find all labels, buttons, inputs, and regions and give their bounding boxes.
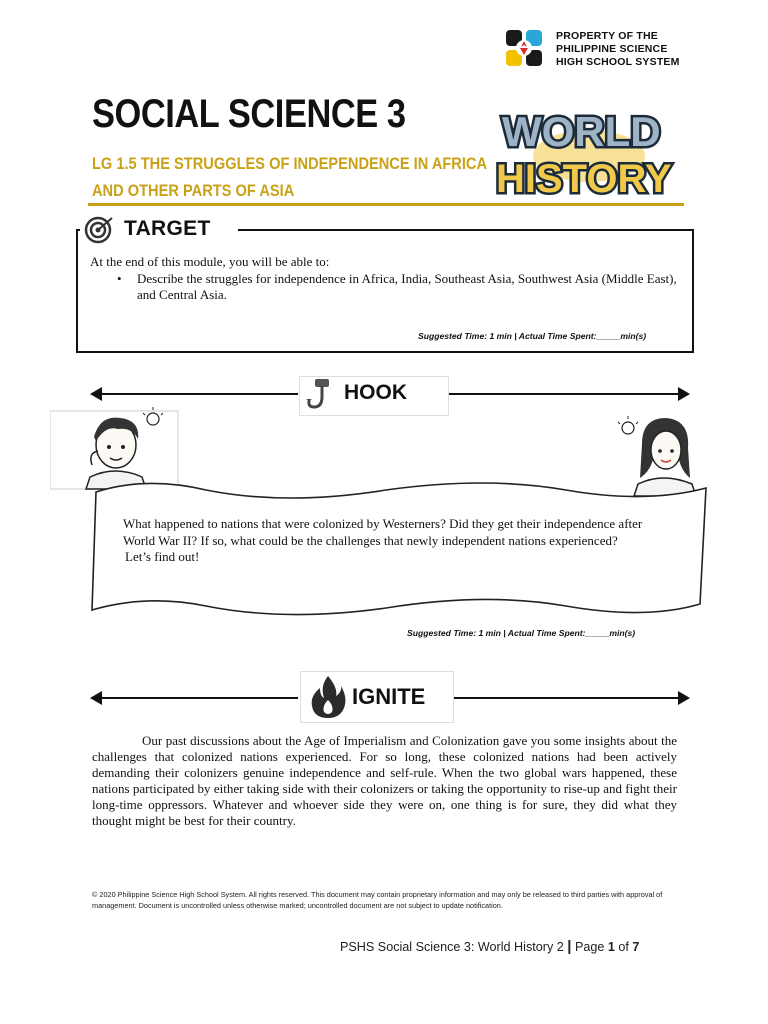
bullet-icon: •: [117, 271, 122, 286]
page-total: 7: [632, 940, 640, 954]
ignite-heading: IGNITE: [352, 684, 426, 709]
pshs-property-label: [556, 30, 680, 69]
ignite-divider-left: [98, 697, 298, 699]
ignite-paragraph-text: Our past discussions about the Age of Imperialism and Colonization gave you some insights about the challenges that colonized nations experienced. For so long, these colonized nations had been actively demanding their colonizers genuine independence and self-rule. When the two global wars happened, these nations participated by either taking side with their colonizers or taking the opportunity to rise-up and fight their long-time oppressors. Whatever and whoever side they were on, one thing is for sure, they did what they thought might be best for their country.: [92, 733, 677, 828]
world-history-logo-line-1: WORLD: [502, 108, 661, 155]
subtitle-line-2: AND OTHER PARTS OF ASIA: [92, 181, 295, 200]
flame-icon: [308, 674, 348, 720]
hook-line-2: World War II? If so, what could be the challenges that newly independent nations experienced?: [123, 532, 618, 548]
page-current: 1: [607, 940, 615, 954]
target-icon: [84, 215, 114, 245]
hook-icon: [304, 377, 340, 413]
pshs-logo-icon: [506, 30, 542, 66]
lightbulb-icon: [618, 416, 638, 434]
hook-suggested-time: Suggested Time: 1 min | Actual Time Spent:_____min(s): [407, 628, 636, 638]
page-word: Page: [574, 940, 605, 954]
target-bullet-text: Describe the struggles for independence in Africa, India, Southeast Asia, Southwest Asia (Middle East), and Central Asia.: [137, 271, 677, 302]
arrow-right-icon: [678, 691, 690, 705]
subtitle-line-1: LG 1.5 THE STRUGGLES OF INDEPENDENCE IN AFRICA: [92, 154, 488, 173]
copyright-notice: © 2020 Philippine Science High School System. All rights reserved. This document may contain proprietary information and may only be released to third parties with approval of management. Document is uncontrolled unless otherwise marked; uncontrolled document are not subject to update notification.: [92, 890, 663, 910]
world-history-logo: [494, 104, 704, 204]
hook-heading: HOOK: [344, 381, 407, 404]
logo-line-2: PHILIPPINE SCIENCE: [556, 43, 668, 55]
page-footer: [340, 938, 639, 955]
logo-line-3: HIGH SCHOOL SYSTEM: [556, 56, 680, 68]
arrow-right-icon: [678, 387, 690, 401]
target-suggested-time: Suggested Time: 1 min | Actual Time Spent:_____min(s): [418, 331, 647, 341]
page-title: SOCIAL SCIENCE 3: [92, 92, 406, 136]
world-history-logo-line-2: HISTORY: [496, 157, 672, 201]
hook-line-3: Let’s find out!: [125, 549, 200, 564]
logo-line-1: PROPERTY OF THE: [556, 30, 658, 42]
document-name: PSHS Social Science 3: World History 2: [340, 940, 564, 954]
target-heading: TARGET: [124, 217, 211, 240]
ignite-divider-right: [452, 697, 680, 699]
footer-separator: |: [567, 938, 572, 955]
target-intro: At the end of this module, you will be able to:: [90, 254, 330, 269]
page-of: of: [618, 940, 629, 954]
hook-divider-left: [98, 393, 298, 395]
hook-line-1: What happened to nations that were colonized by Westerners? Did they get their independence after: [123, 516, 643, 531]
hook-divider-right: [448, 393, 680, 395]
ignite-paragraph: [92, 733, 677, 829]
hook-question-text: [123, 516, 698, 566]
